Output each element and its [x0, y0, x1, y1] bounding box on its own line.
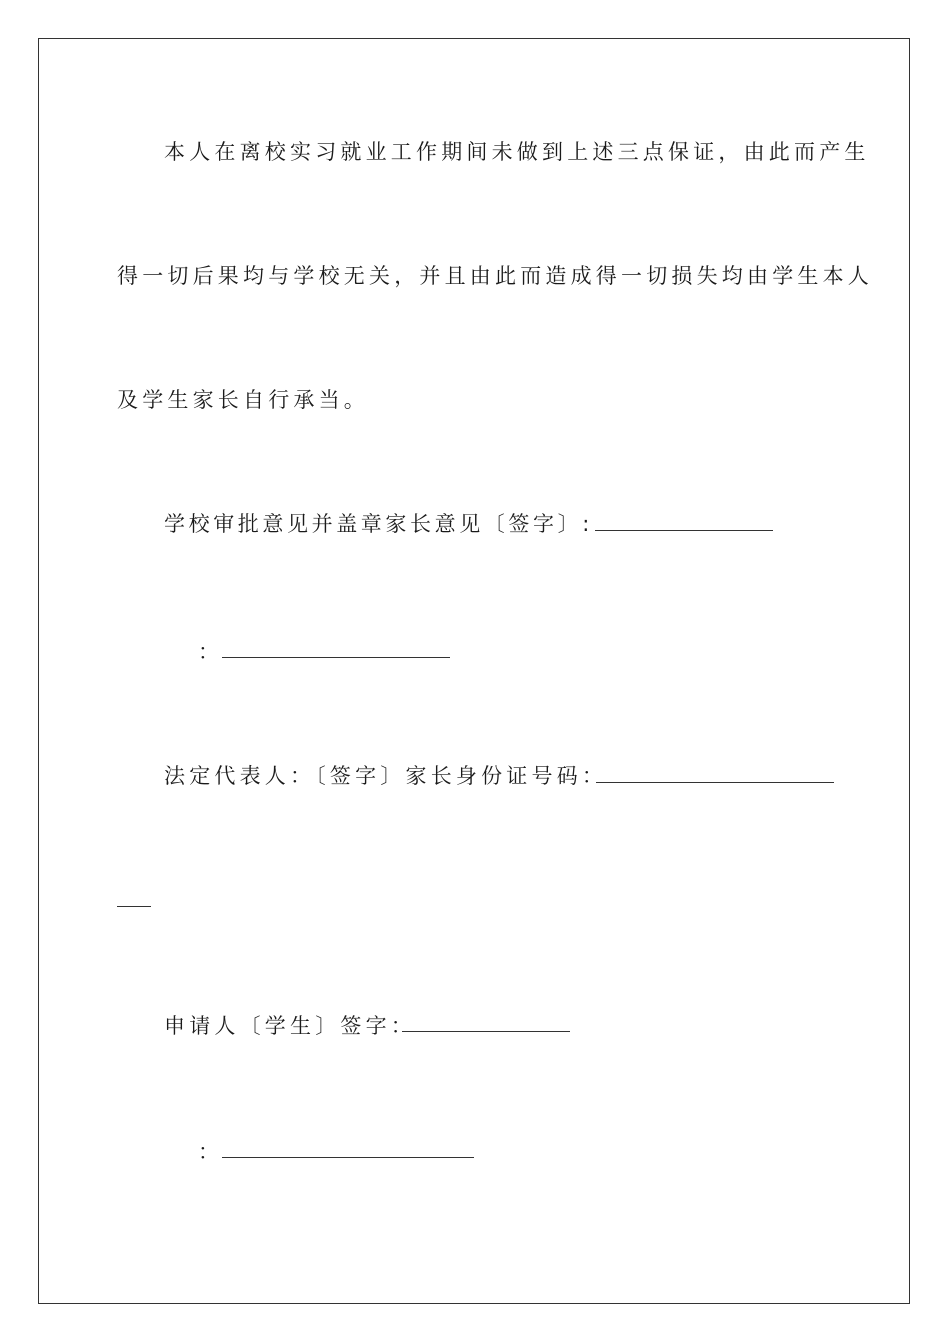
paragraph-line-2: 得一切后果均与学校无关，并且由此而造成得一切损失均由学生本人 [117, 264, 873, 288]
school-parent-opinion-label [164, 510, 773, 538]
legal-rep-label [164, 762, 607, 790]
colon-a: ： [198, 640, 219, 664]
school-opinion-blank[interactable] [222, 657, 450, 658]
school-parent-opinion-text: 学校审批意见并盖章家长意见〔签字〕: [164, 512, 593, 536]
paragraph-line-3: 及学生家长自行承当。 [117, 388, 369, 412]
parent-id-number-blank-continued[interactable] [117, 906, 151, 907]
date-blank[interactable] [222, 1157, 474, 1158]
page-frame [38, 38, 910, 1304]
colon-b: ： [198, 1140, 219, 1164]
parent-id-number-blank[interactable] [596, 782, 834, 783]
legal-rep-text: 法定代表人：〔签字〕家长身份证号码： [164, 764, 608, 788]
applicant-label [164, 1012, 416, 1040]
applicant-signature-blank[interactable] [402, 1031, 570, 1032]
parent-signature-blank[interactable] [595, 510, 773, 531]
applicant-text: 申请人〔学生〕签字： [164, 1014, 416, 1038]
paragraph-line-1: 本人在离校实习就业工作期间未做到上述三点保证，由此而产生 [164, 140, 870, 164]
